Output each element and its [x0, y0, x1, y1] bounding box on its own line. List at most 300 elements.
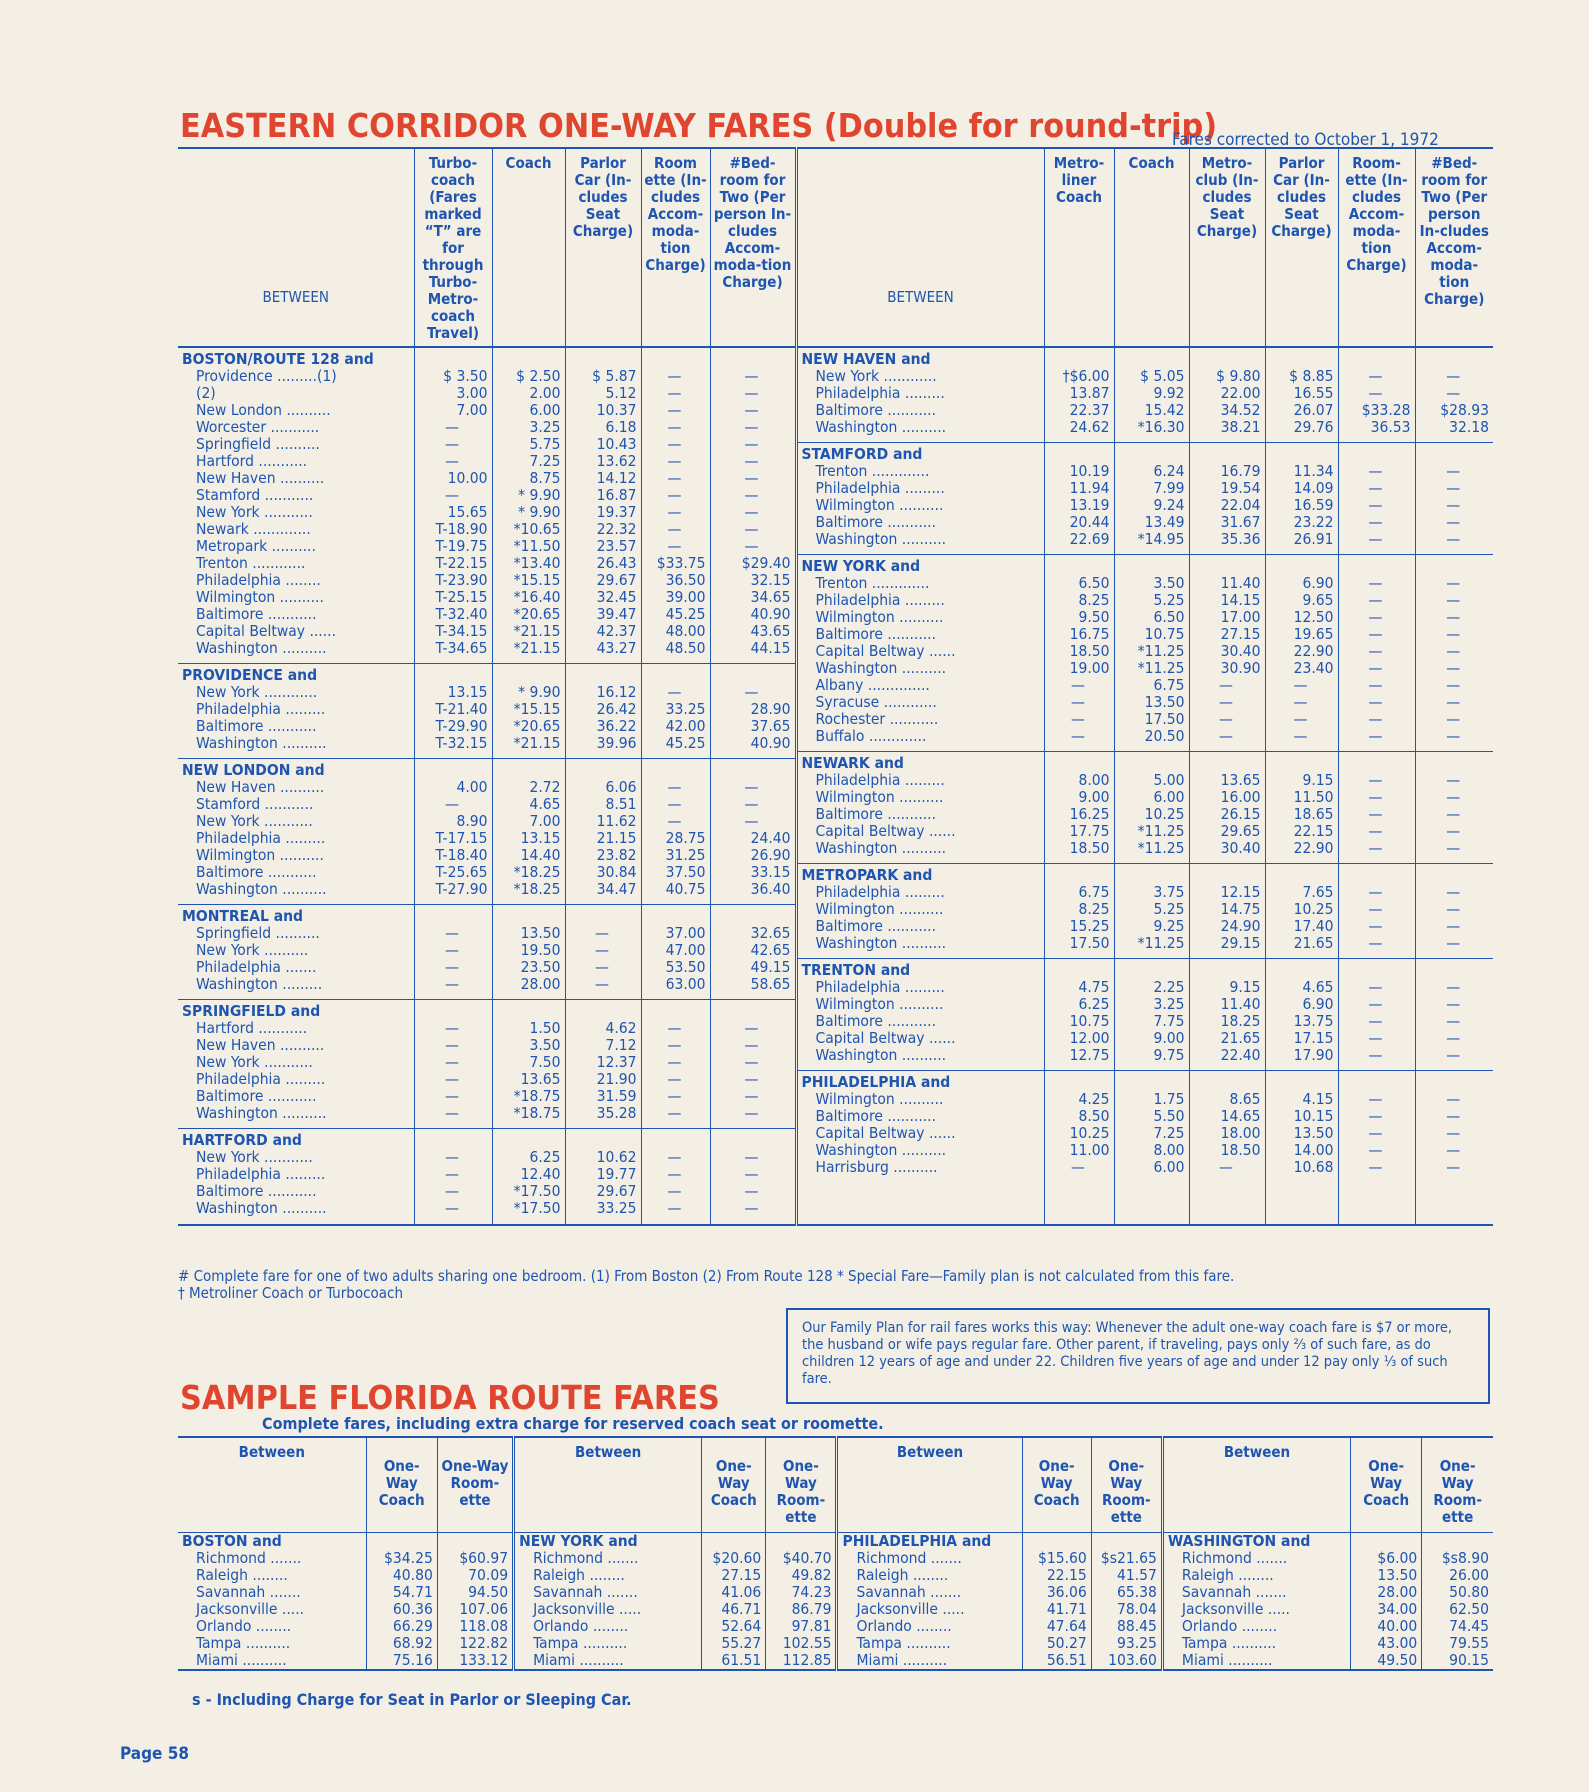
fare-value: —	[667, 486, 682, 504]
destination: Savannah .......	[856, 1583, 962, 1601]
fare-value: $33.28	[1361, 401, 1411, 419]
fare-value: 56.51	[1046, 1651, 1087, 1669]
route-origin: PHILADELPHIA and	[801, 1073, 951, 1091]
destination: Philadelphia .........	[815, 384, 945, 402]
fare-value: —	[595, 941, 609, 959]
fare-value: —	[744, 435, 759, 453]
fare-column	[1189, 347, 1265, 1225]
fare-value: 19.50	[520, 941, 561, 959]
fare-value: 15.42	[1144, 401, 1185, 419]
fare-value: 17.50	[1144, 710, 1185, 728]
fare-value: $15.60	[1037, 1549, 1087, 1567]
fare-value: 18.50	[1220, 1141, 1261, 1159]
fare-value: 7.00	[529, 812, 561, 830]
florida-fares-table	[178, 1436, 1493, 1671]
fare-value: 21.15	[596, 829, 637, 847]
destination: Springfield ..........	[196, 924, 320, 942]
fare-value: —	[1446, 676, 1461, 694]
group-block	[1339, 864, 1415, 959]
fare-value: 17.40	[1293, 917, 1334, 935]
fare-value: 32.45	[596, 588, 637, 606]
fare-value: $ 5.87	[592, 367, 637, 385]
fare-value: 10.25	[1144, 805, 1185, 823]
fare-value: —	[667, 520, 682, 538]
group-block	[1339, 348, 1415, 443]
group-block	[642, 905, 710, 1000]
fare-value: 18.65	[1293, 805, 1334, 823]
fare-value: 39.00	[665, 588, 706, 606]
fare-value: —	[1368, 839, 1383, 857]
route-origin-cell	[178, 1533, 366, 1671]
fare-value: 6.06	[605, 778, 637, 796]
fare-value: 16.59	[1293, 496, 1334, 514]
group-block	[415, 664, 492, 759]
group-block	[178, 664, 414, 759]
fare-value: 26.43	[596, 554, 637, 572]
fare-value: T-34.65	[435, 639, 488, 657]
fare-value: 2.25	[1153, 978, 1185, 996]
fare-value: $29.40	[741, 554, 791, 572]
destination: Jacksonville .....	[196, 1600, 305, 1618]
destination: Baltimore ...........	[815, 401, 937, 419]
fare-value: 118.08	[459, 1617, 509, 1635]
destination: Newark .............	[196, 520, 311, 538]
fare-value: 15.65	[447, 503, 488, 521]
fare-value: 42.37	[596, 622, 637, 640]
fare-cell	[1422, 1533, 1493, 1671]
destination: Wilmington ..........	[196, 588, 324, 606]
fare-value: 9.00	[1153, 1029, 1185, 1047]
route-origin: BOSTON/ROUTE 128 and	[182, 350, 374, 368]
fare-value: —	[445, 435, 459, 453]
destination: Baltimore ...........	[815, 917, 937, 935]
destination: Albany ..............	[815, 676, 930, 694]
destination: Metropark ..........	[196, 537, 316, 555]
fare-value: —	[1368, 1029, 1383, 1047]
destination: Baltimore ...........	[815, 1012, 937, 1030]
group-block	[1416, 555, 1494, 752]
route-origin: SPRINGFIELD and	[182, 1002, 321, 1020]
fare-value: —	[1446, 978, 1461, 996]
col-header: Parlor Car (In-cludes Seat Charge)	[565, 148, 641, 347]
fare-value: —	[1219, 727, 1233, 745]
destination: Capital Beltway ......	[815, 822, 956, 840]
destination: Washington .........	[196, 975, 323, 993]
fare-value: —	[744, 1070, 759, 1088]
fare-value: 4.25	[1078, 1090, 1110, 1108]
fare-value: —	[744, 1182, 759, 1200]
fare-value: T-34.15	[435, 622, 488, 640]
fare-value: 3.25	[529, 418, 561, 436]
group-block	[1190, 1071, 1265, 1183]
fare-value: —	[744, 367, 759, 385]
col-header: One-Way Room-ette	[766, 1437, 837, 1533]
fare-value: 2.00	[529, 384, 561, 402]
fare-value: 112.85	[782, 1651, 832, 1669]
col-header: #Bed-room for Two (Per person In-cludes Accom-moda-tion Charge)	[1415, 148, 1493, 347]
fare-value: 90.15	[1449, 1651, 1489, 1669]
fare-value: —	[445, 486, 459, 504]
fare-cell	[1091, 1533, 1162, 1671]
fare-value: 3.00	[456, 384, 488, 402]
eastern-footnotes	[178, 1268, 1234, 1302]
fare-column	[1265, 347, 1338, 1225]
fare-value: —	[667, 1104, 682, 1122]
fare-value: 12.40	[520, 1165, 561, 1183]
fare-value: * 9.90	[518, 486, 561, 504]
fare-value: 26.07	[1293, 401, 1334, 419]
fare-value: 24.90	[1220, 917, 1261, 935]
fare-value: 34.52	[1220, 401, 1261, 419]
fare-value: —	[1368, 1090, 1383, 1108]
fare-value: 32.18	[1449, 418, 1489, 436]
fare-value: —	[595, 958, 609, 976]
fare-value: —	[667, 503, 682, 521]
fare-value: —	[445, 1148, 459, 1166]
fare-value: —	[744, 1148, 759, 1166]
destination: Savannah .......	[533, 1583, 638, 1601]
col-header: One-Way Coach	[1351, 1437, 1422, 1533]
fare-value: —	[1446, 384, 1461, 402]
group-block	[711, 905, 795, 1000]
fare-value: 36.50	[665, 571, 706, 589]
fare-value: 26.00	[1449, 1566, 1489, 1584]
fare-value: —	[667, 1019, 682, 1037]
fare-value: 21.65	[1220, 1029, 1261, 1047]
fare-value: —	[1446, 591, 1461, 609]
fare-value: —	[1293, 710, 1308, 728]
fare-value: 13.65	[520, 1070, 561, 1088]
fare-value: —	[1446, 771, 1461, 789]
destination: Jacksonville .....	[1181, 1600, 1290, 1618]
fare-value: —	[445, 1036, 459, 1054]
fare-value: 23.82	[596, 846, 637, 864]
fare-value: —	[667, 452, 682, 470]
destination: Springfield ..........	[196, 435, 320, 453]
group-block	[1266, 1071, 1338, 1183]
fare-value: 22.15	[1293, 822, 1334, 840]
fare-value: 7.00	[456, 401, 488, 419]
fare-value: *14.95	[1137, 530, 1185, 548]
fare-value: —	[1071, 710, 1085, 728]
fare-value: 40.80	[392, 1566, 433, 1584]
group-block	[493, 905, 565, 1000]
destination: Jacksonville .....	[856, 1600, 965, 1618]
fare-value: —	[1446, 659, 1461, 677]
fare-value: —	[445, 1182, 459, 1200]
group-block	[1339, 443, 1415, 555]
fare-value: 22.69	[1069, 530, 1110, 548]
fare-value: 50.27	[1046, 1634, 1087, 1652]
fare-value: 12.75	[1069, 1046, 1110, 1064]
fare-value: 16.87	[596, 486, 637, 504]
group-block	[415, 1129, 492, 1224]
fare-value: $34.25	[384, 1549, 433, 1567]
destination: Washington ..........	[196, 1199, 327, 1217]
fare-value: *11.50	[513, 537, 561, 555]
fare-value: —	[1446, 727, 1461, 745]
fare-value: —	[1446, 496, 1461, 514]
fare-value: 47.64	[1046, 1617, 1087, 1635]
fare-value: 11.00	[1069, 1141, 1110, 1159]
fare-value: 14.09	[1293, 479, 1334, 497]
fare-column	[414, 347, 492, 1225]
fare-value: 16.55	[1293, 384, 1334, 402]
fare-value: —	[1446, 625, 1461, 643]
fare-value: 49.50	[1377, 1651, 1418, 1669]
family-plan-box: Our Family Plan for rail fares works this way: Whenever the adult one-way coach fare is $7 or more, the husband or wife pays regular fare. Other parent, if traveling, pays only ⅔ of such fare, as do children 12 years of age and under 22. Children five years of age and under 12 pay only ⅓ of such fare.	[786, 1308, 1490, 1404]
fare-value: T-27.90	[435, 880, 488, 898]
fare-value: —	[667, 367, 682, 385]
florida-footnote: s - Including Charge for Seat in Parlor or Sleeping Car.	[192, 1690, 632, 1709]
fare-value: —	[744, 520, 759, 538]
fare-value: —	[744, 469, 759, 487]
fare-value: 38.21	[1220, 418, 1261, 436]
fare-value: 42.65	[750, 941, 791, 959]
col-header: Coach	[1114, 148, 1189, 347]
fare-value: *21.15	[513, 734, 561, 752]
destination: Trenton ............	[196, 554, 306, 572]
fare-value: 13.50	[1377, 1566, 1418, 1584]
route-origin: NEW HAVEN and	[801, 350, 931, 368]
fare-value: 14.00	[1293, 1141, 1334, 1159]
route-origin: PROVIDENCE and	[182, 666, 318, 684]
destination: Baltimore ...........	[196, 1182, 317, 1200]
group-block	[1416, 443, 1494, 555]
fare-value: 5.25	[1153, 591, 1185, 609]
fare-value: 28.00	[520, 975, 561, 993]
destination: (2)	[196, 384, 216, 402]
fare-value: —	[1446, 822, 1461, 840]
fare-value: —	[1219, 710, 1233, 728]
fare-value: —	[1293, 693, 1308, 711]
group-block	[566, 1129, 641, 1224]
fare-value: 10.37	[596, 401, 637, 419]
fare-value: 40.00	[1377, 1617, 1418, 1635]
destination: Washington ..........	[815, 839, 947, 857]
fare-value: 8.90	[456, 812, 488, 830]
fare-value: 6.00	[529, 401, 561, 419]
fare-value: 26.15	[1220, 805, 1261, 823]
group-block	[642, 1129, 710, 1224]
destination: New York ...........	[196, 812, 313, 830]
fare-value: 13.19	[1069, 496, 1110, 514]
fare-value: 74.45	[1449, 1617, 1489, 1635]
fare-value: 41.71	[1046, 1600, 1087, 1618]
route-origin: PHILADELPHIA and	[842, 1532, 992, 1550]
fare-value: 5.75	[529, 435, 561, 453]
fare-value: —	[1446, 1090, 1461, 1108]
destination: Worcester ...........	[196, 418, 320, 436]
fare-value: 28.00	[1377, 1583, 1418, 1601]
fare-value: 61.51	[721, 1651, 762, 1669]
fare-value: 1.50	[529, 1019, 561, 1037]
destination: Syracuse ............	[815, 693, 937, 711]
fare-value: 29.67	[596, 1182, 637, 1200]
fare-value: $ 8.85	[1289, 367, 1334, 385]
group-block	[415, 348, 492, 664]
fare-value: 16.00	[1220, 788, 1261, 806]
fare-value: —	[1219, 693, 1233, 711]
fare-value: —	[1071, 693, 1085, 711]
fare-value: —	[1368, 591, 1383, 609]
fare-value: —	[744, 1036, 759, 1054]
fare-value: 9.15	[1229, 978, 1261, 996]
fare-value: —	[1368, 995, 1383, 1013]
group-block	[566, 1000, 641, 1129]
fare-value: 22.32	[596, 520, 637, 538]
fare-value: 68.92	[392, 1634, 433, 1652]
florida-data-row	[178, 1533, 1493, 1671]
fare-value: —	[1446, 1029, 1461, 1047]
fare-value: —	[744, 1199, 759, 1217]
fare-value: 8.00	[1078, 771, 1110, 789]
destination: New London ..........	[196, 401, 331, 419]
group-block	[493, 348, 565, 664]
fare-value: —	[667, 384, 682, 402]
group-block	[1115, 752, 1189, 864]
route-origin-cell	[837, 1533, 1022, 1671]
fare-value: 62.50	[1449, 1600, 1489, 1618]
fare-value: 22.90	[1293, 839, 1334, 857]
fare-value: —	[667, 469, 682, 487]
fare-value: —	[667, 1199, 682, 1217]
florida-title: SAMPLE FLORIDA ROUTE FARES	[180, 1378, 720, 1417]
fare-value: —	[744, 1165, 759, 1183]
fare-value: —	[445, 941, 459, 959]
destination: New Haven ..........	[196, 1036, 325, 1054]
fare-value: —	[1446, 1046, 1461, 1064]
fare-value: —	[1446, 574, 1461, 592]
fare-value: 28.75	[665, 829, 706, 847]
group-block	[1266, 443, 1338, 555]
group-block	[1045, 348, 1114, 443]
fare-value: 19.37	[596, 503, 637, 521]
fare-value: —	[445, 795, 459, 813]
fare-value: 19.65	[1293, 625, 1334, 643]
fare-value: $60.97	[459, 1549, 509, 1567]
fare-value: 34.47	[596, 880, 637, 898]
fare-value: —	[667, 683, 682, 701]
group-block	[1339, 959, 1415, 1071]
fare-value: 5.25	[1153, 900, 1185, 918]
fare-value: T-22.15	[435, 554, 488, 572]
fare-value: T-25.65	[435, 863, 488, 881]
destination: Philadelphia ........	[196, 571, 321, 589]
fare-value: 18.25	[1220, 1012, 1261, 1030]
fare-value: 12.50	[1293, 608, 1334, 626]
fare-value: —	[445, 1053, 459, 1071]
fare-value: 12.15	[1220, 883, 1261, 901]
group-block	[1115, 864, 1189, 959]
destination: Capital Beltway ......	[196, 622, 337, 640]
destination: Raleigh ........	[196, 1566, 288, 1584]
fare-value: 29.65	[1220, 822, 1261, 840]
fare-value: 6.50	[1078, 574, 1110, 592]
fare-value: —	[1368, 384, 1383, 402]
destination: Philadelphia .........	[196, 700, 326, 718]
fare-value: 19.77	[596, 1165, 637, 1183]
fare-value: $ 3.50	[443, 367, 488, 385]
fare-value: —	[445, 1165, 459, 1183]
fare-value: 30.40	[1220, 642, 1261, 660]
fare-value: 22.37	[1069, 401, 1110, 419]
fare-value: 13.50	[520, 924, 561, 942]
fare-value: 34.65	[750, 588, 791, 606]
destination: Tampa ..........	[1181, 1634, 1277, 1652]
fare-value: $33.75	[656, 554, 706, 572]
fare-value: 39.96	[596, 734, 637, 752]
fare-value: —	[1071, 676, 1085, 694]
group-block	[1416, 959, 1494, 1071]
fare-cell	[1351, 1533, 1422, 1671]
fare-value: 29.76	[1293, 418, 1334, 436]
fare-value: *16.30	[1137, 418, 1185, 436]
fare-value: 6.24	[1153, 462, 1185, 480]
fare-value: —	[1368, 788, 1383, 806]
fare-value: —	[1446, 642, 1461, 660]
col-header: Metro-liner Coach	[1044, 148, 1114, 347]
fare-value: 33.25	[596, 1199, 637, 1217]
fare-value: 36.53	[1370, 418, 1411, 436]
group-block	[1416, 864, 1494, 959]
fare-value: 133.12	[459, 1651, 509, 1669]
fare-value: 18.50	[1069, 642, 1110, 660]
fare-value: 27.15	[1220, 625, 1261, 643]
fare-value: 42.00	[665, 717, 706, 735]
fare-value: T-21.40	[435, 700, 488, 718]
fare-value: —	[1368, 727, 1383, 745]
fare-value: 46.71	[721, 1600, 762, 1618]
fare-value: —	[667, 537, 682, 555]
fare-value: —	[667, 1148, 682, 1166]
florida-subtitle: Complete fares, including extra charge for reserved coach seat or roomette.	[262, 1414, 884, 1433]
fare-value: 8.65	[1229, 1090, 1261, 1108]
fare-value: —	[1446, 883, 1461, 901]
fare-value: *16.40	[513, 588, 561, 606]
fare-value: 50.80	[1449, 1583, 1489, 1601]
fare-value: —	[667, 1165, 682, 1183]
destination: Trenton .............	[815, 574, 930, 592]
destination: Miami ..........	[856, 1651, 948, 1669]
route-origin: NEW YORK and	[519, 1532, 638, 1550]
destination: New York ............	[815, 367, 937, 385]
fare-value: 60.36	[392, 1600, 433, 1618]
group-block	[1266, 752, 1338, 864]
fare-value: T-29.90	[435, 717, 488, 735]
fare-value: 6.18	[605, 418, 637, 436]
fare-value: $20.60	[712, 1549, 762, 1567]
fare-value: —	[1446, 1107, 1461, 1125]
fare-value: T-23.90	[435, 571, 488, 589]
fare-value: 3.75	[1153, 883, 1185, 901]
col-header: BETWEEN	[796, 148, 1044, 347]
fare-value: 14.65	[1220, 1107, 1261, 1125]
fare-value: 65.38	[1117, 1583, 1157, 1601]
fare-value: 9.75	[1153, 1046, 1185, 1064]
fare-value: 97.81	[791, 1617, 832, 1635]
route-origin-cell	[1162, 1533, 1350, 1671]
eastern-fares-table	[178, 147, 1493, 1226]
group-block	[1190, 864, 1265, 959]
fare-value: 33.25	[665, 700, 706, 718]
destination: Capital Beltway ......	[815, 1029, 956, 1047]
destination-column	[178, 347, 414, 1225]
fare-value: 52.64	[721, 1617, 762, 1635]
fare-value: 7.99	[1153, 479, 1185, 497]
fare-value: T-32.40	[435, 605, 488, 623]
fare-value: 7.50	[529, 1053, 561, 1071]
